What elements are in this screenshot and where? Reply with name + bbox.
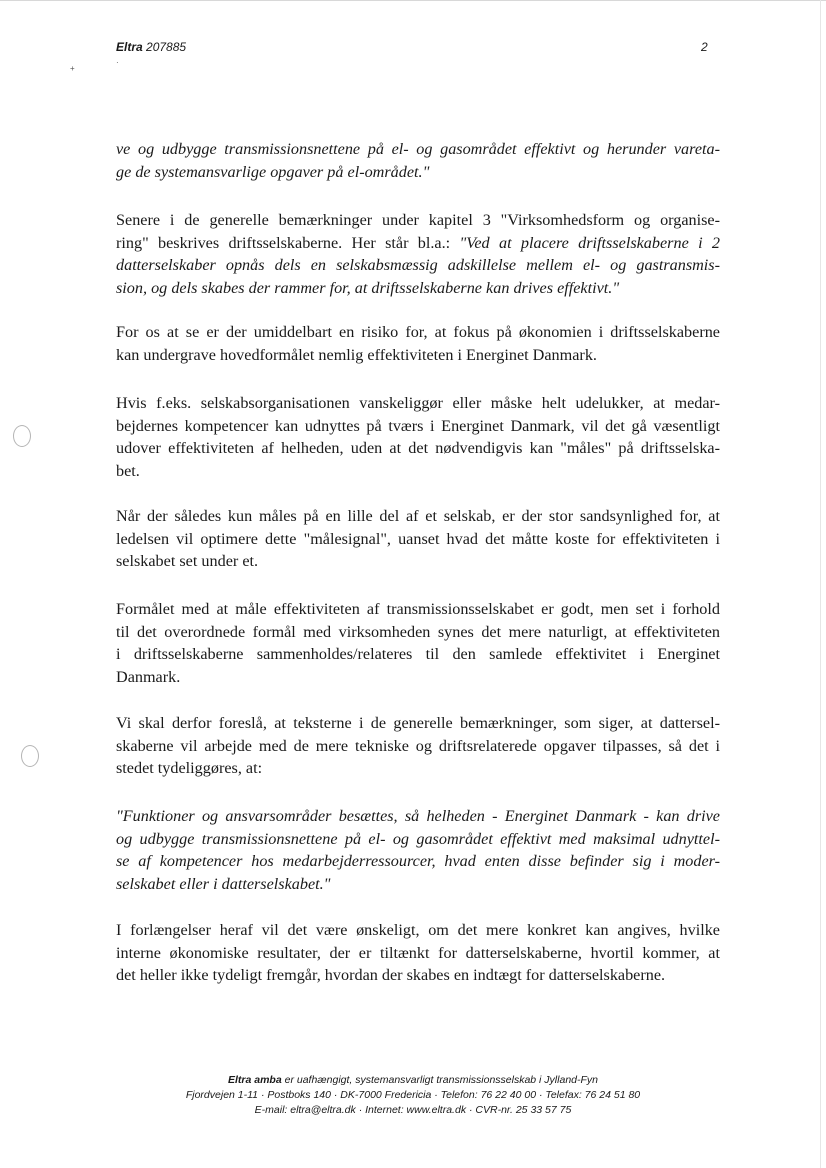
text-run: ve og udbygge transmissionsnettene på el- og gasområdet effektivt og herunder vareta-	[116, 140, 720, 158]
text-run: bet.	[116, 461, 140, 480]
text-run: "Ved at placere driftsselskaberne i 2	[459, 233, 720, 252]
text-line	[116, 805, 720, 828]
text-run: skaberne vil arbejde med de mere tekniske og driftsrelaterede opgaver tilpasses, så det i	[116, 736, 720, 755]
text-line	[116, 712, 720, 735]
text-line	[116, 757, 720, 780]
text-run: For os at se er der umiddelbart en risiko for, at fokus på økonomien i driftsselskaberne	[116, 323, 720, 341]
paragraph	[116, 712, 720, 780]
paragraph	[116, 392, 720, 482]
text-line	[116, 254, 720, 277]
text-run: Når der således kun måles på en lille del af et selskab, er der stor sandsynlighed for, at	[116, 507, 720, 525]
text-run: selskabet eller i datterselskabet."	[116, 874, 331, 893]
text-line	[116, 460, 720, 483]
doc-reference	[116, 40, 186, 54]
footer-line-1	[0, 1073, 826, 1088]
header-company: Eltra	[116, 40, 143, 54]
text-run: interne økonomiske resultater, der er tiltænkt for datterselskaberne, hvortil kommer, at	[116, 943, 720, 962]
text-run: Formålet med at måle effektiviteten af transmissionsselskabet er godt, men set i forhold	[116, 600, 720, 618]
text-run: selskabet set under et.	[116, 552, 259, 571]
paragraph	[116, 505, 720, 573]
text-line	[116, 232, 720, 255]
punch-hole-icon	[13, 425, 31, 447]
text-run: I forlængelser heraf vil det være ønskeligt, om det mere konkret kan angives, hvilke	[116, 921, 720, 939]
text-run: stedet tydeliggøres, at:	[116, 759, 263, 778]
text-line	[116, 735, 720, 758]
text-line	[116, 964, 720, 987]
text-line	[116, 919, 720, 942]
text-run: Danmark.	[116, 667, 181, 686]
text-run: i driftsselskaberne sammenholdes/relateres til den samlede effektivitet i Energinet	[116, 645, 720, 664]
text-line	[116, 942, 720, 965]
header-doc-number: 207885	[146, 40, 187, 54]
text-line	[116, 528, 720, 551]
scan-edge-top	[0, 0, 826, 1]
scan-mark: ·	[116, 58, 119, 67]
text-line	[116, 321, 720, 344]
text-run: bejdernes kompetencer kan udnyttes på tværs i Energinet Danmark, vil det gå væsentligt	[116, 416, 720, 435]
scan-mark: +	[70, 64, 75, 73]
footer	[0, 1073, 826, 1118]
text-line	[116, 161, 720, 184]
text-line	[116, 138, 720, 161]
text-line	[116, 209, 720, 232]
text-line	[116, 415, 720, 438]
text-run: udover effektiviteten af helheden, uden at det nødvendigvis kan "måles" på driftsselska-	[116, 439, 720, 458]
text-run: det heller ikke tydeligt fremgår, hvordan der skabes en indtægt for datterselskaberne.	[116, 966, 666, 985]
text-run: Senere i de generelle bemærkninger under kapitel 3 "Virksomhedsform og organise-	[116, 211, 720, 229]
text-run: kan undergrave hovedformålet nemlig effektiviteten i Energinet Danmark.	[116, 345, 597, 364]
text-run: ring" beskrives driftsselskaberne. Her står bl.a.:	[116, 233, 460, 252]
text-run: datterselskaber opnås dels en selskabsmæssig adskillelse mellem el- og gastransmis-	[116, 256, 720, 275]
paragraph	[116, 805, 720, 895]
punch-hole-icon	[21, 745, 39, 767]
text-run: Hvis f.eks. selskabsorganisationen vanskeliggør eller måske helt udelukker, at medar-	[116, 394, 720, 412]
text-line	[116, 344, 720, 367]
page-number: 2	[701, 40, 708, 54]
text-line	[116, 643, 720, 666]
text-run: sion, og dels skabes der rammer for, at driftsselskaberne kan drives effektivt."	[116, 278, 620, 297]
text-line	[116, 666, 720, 689]
paragraph	[116, 321, 720, 366]
text-line	[116, 392, 720, 415]
text-run: og udbygge transmissionsnettene på el- og gasområdet effektivt med maksimal udnyttel-	[116, 829, 720, 848]
text-line	[116, 828, 720, 851]
text-line	[116, 873, 720, 896]
footer-company-desc: er uafhængigt, systemansvarligt transmissionsselskab i Jylland-Fyn	[281, 1074, 598, 1086]
paragraph	[116, 209, 720, 299]
text-run: "Funktioner og ansvarsområder besættes, så helheden - Energinet Danmark - kan drive	[116, 807, 720, 825]
text-run: ge de systemansvarlige opgaver på el-området."	[116, 162, 430, 181]
text-run: Vi skal derfor foreslå, at teksterne i de generelle bemærkninger, som siger, at dattersel-	[116, 714, 720, 732]
text-line	[116, 550, 720, 573]
footer-line-2: Fjordvejen 1-11 · Postboks 140 · DK-7000 Fredericia · Telefon: 76 22 40 00 · Telefax: 76 24 51 80	[185, 1089, 641, 1101]
text-run: se af kompetencer hos medarbejderressourcer, hvad enten disse befinder sig i moder-	[116, 852, 720, 871]
footer-company: Eltra amba	[228, 1074, 282, 1086]
paragraph	[116, 598, 720, 688]
text-line	[116, 437, 720, 460]
text-run: til det overordnede formål med virksomheden synes det mere naturligt, at effektiviteten	[116, 622, 720, 641]
footer-line-3: E-mail: eltra@eltra.dk · Internet: www.eltra.dk · CVR-nr. 25 33 57 75	[254, 1104, 572, 1116]
text-line	[116, 850, 720, 873]
paragraph	[116, 919, 720, 987]
text-run: ledelsen vil optimere dette "målesignal", uanset hvad det måtte koste for effektiviteten i	[116, 529, 720, 548]
text-line	[116, 598, 720, 621]
scan-edge-right	[820, 0, 821, 1168]
text-line	[116, 505, 720, 528]
text-line	[116, 277, 720, 300]
text-line	[116, 621, 720, 644]
paragraph	[116, 138, 720, 183]
